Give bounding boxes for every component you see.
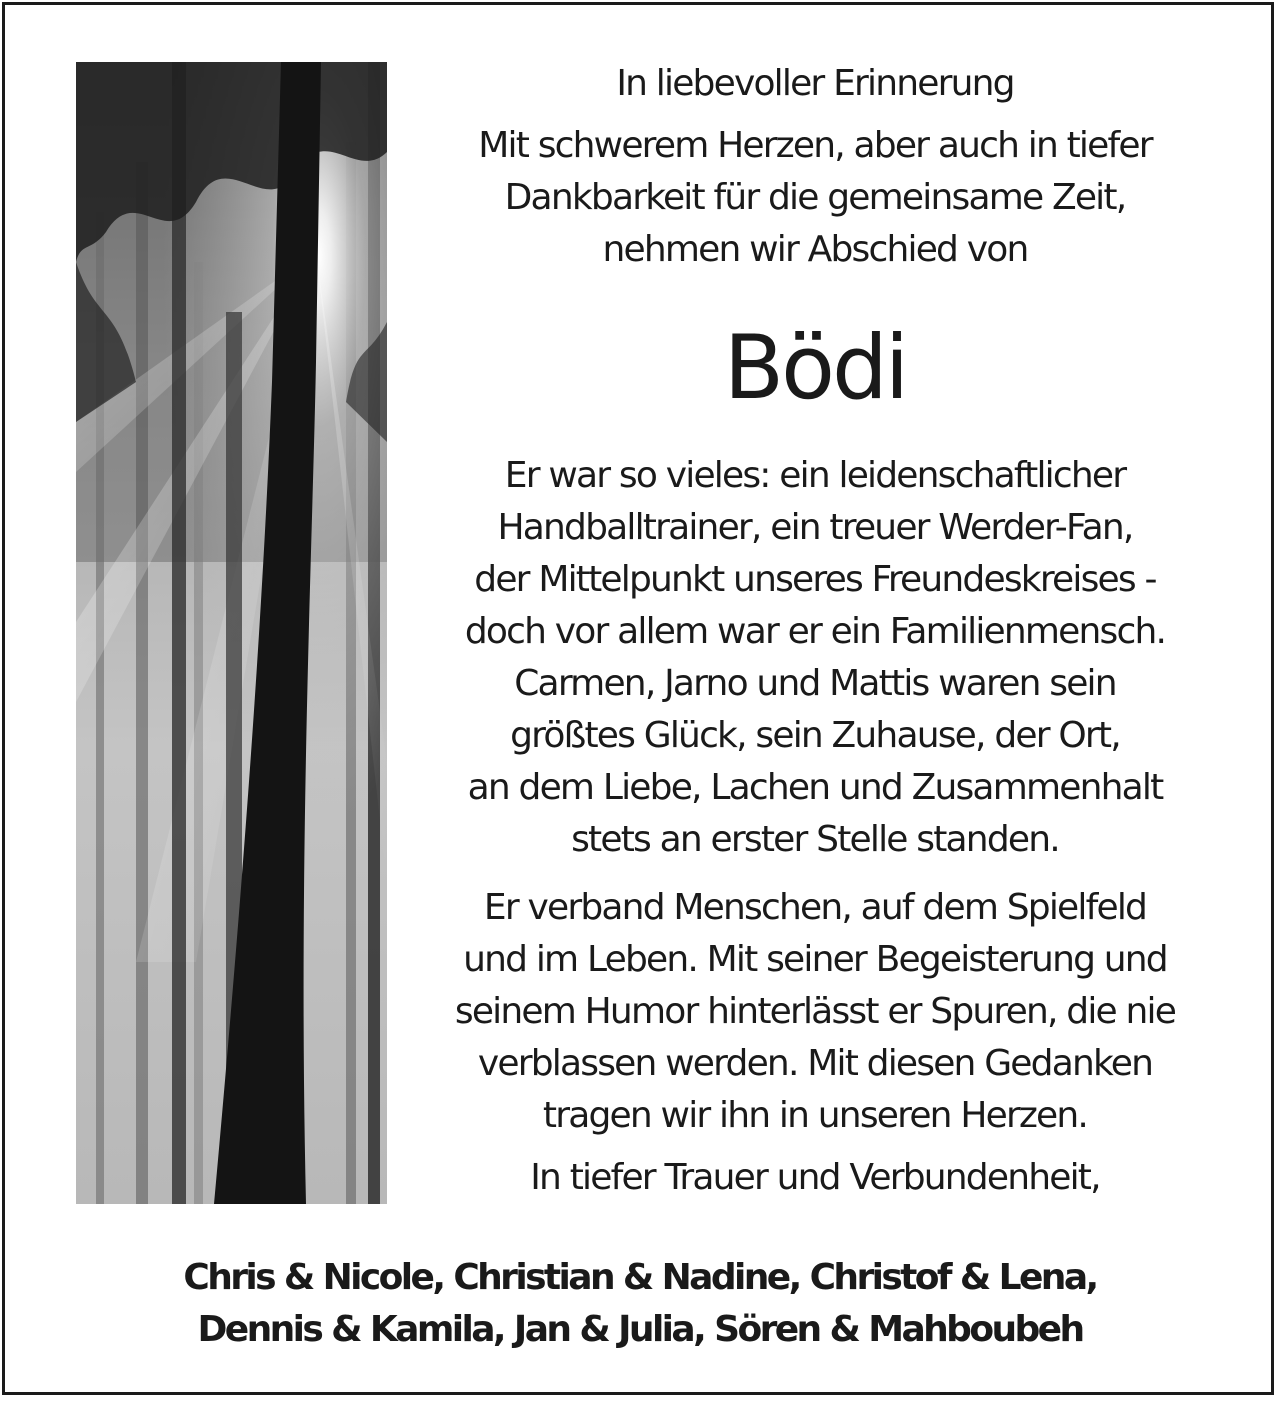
in-memory-heading: [415, 58, 1215, 110]
forest-image: [76, 62, 387, 1204]
tribute-line: und im Leben. Mit seiner Begeisterung und: [463, 939, 1167, 980]
tribute-paragraph-1: [415, 450, 1215, 866]
in-memory-line: In liebevoller Erinnerung: [616, 63, 1014, 104]
tribute-line: stets an erster Stelle standen.: [571, 819, 1059, 860]
tribute-line: Er verband Menschen, auf dem Spielfeld: [483, 887, 1147, 928]
closing-line: In tiefer Trauer und Verbundenheit,: [530, 1157, 1100, 1198]
closing-block: [415, 1152, 1215, 1204]
tribute-line: Er war so vieles: ein leidenschaftlicher: [504, 455, 1126, 496]
deceased-name-block: [415, 318, 1215, 418]
signers-line: Dennis & Kamila, Jan & Julia, Sören & Mahboubeh: [197, 1309, 1083, 1350]
signers-line: Chris & Nicole, Christian & Nadine, Christof & Lena,: [183, 1257, 1097, 1298]
intro-text: [415, 120, 1215, 276]
intro-line: Dankbarkeit für die gemeinsame Zeit,: [504, 177, 1126, 218]
tribute-paragraph-2: [415, 882, 1215, 1142]
tribute-line: tragen wir ihn in unseren Herzen.: [542, 1095, 1088, 1136]
intro-line: nehmen wir Abschied von: [602, 229, 1028, 270]
tribute-line: seinem Humor hinterlässt er Spuren, die nie: [454, 991, 1176, 1032]
deceased-name: Bödi: [723, 316, 907, 419]
forest-sunbeam-photo: [76, 62, 387, 1204]
tribute-line: Carmen, Jarno und Mattis waren sein: [514, 663, 1116, 704]
signers-block: [0, 1252, 1280, 1356]
tribute-line: Handballtrainer, ein treuer Werder-Fan,: [497, 507, 1133, 548]
tribute-line: an dem Liebe, Lachen und Zusammenhalt: [467, 767, 1163, 808]
tribute-line: größtes Glück, sein Zuhause, der Ort,: [510, 715, 1120, 756]
tribute-line: verblassen werden. Mit diesen Gedanken: [477, 1043, 1153, 1084]
tribute-line: doch vor allem war er ein Familienmensch.: [464, 611, 1166, 652]
intro-line: Mit schwerem Herzen, aber auch in tiefer: [478, 125, 1152, 166]
tribute-line: der Mittelpunkt unseres Freundeskreises -: [474, 559, 1156, 600]
